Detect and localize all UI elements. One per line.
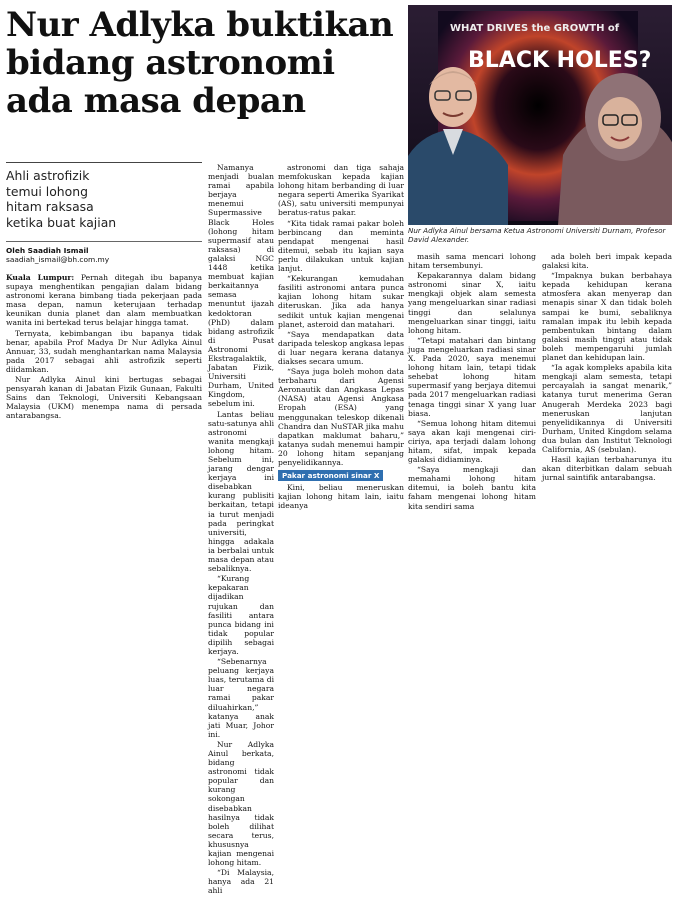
headline-line-1: Nur Adlyka buktikan: [6, 5, 394, 45]
paragraph: “Saya mengkaji dan memahami lohong hitam ditemui, ia boleh bantu kita faham mengenai lohong hitam kita sendiri sama: [408, 465, 536, 511]
paragraph: Lantas beliau satu-satunya ahli astronomi wanita mengkaji lohong hitam. Sebelum ini, jarang dengar kerjaya ini disebabkan kurang publisiti berkaitan, tetapi ia turut menjadi pada peringkat universiti, hingga adakala ia berbalai untuk masa depan atau sebaliknya.: [208, 409, 274, 574]
paragraph: Kuala Lumpur: Pernah ditegah ibu bapanya supaya menghentikan pengajian dalam bidang astronomi kerana bimbang tiada pekerjaan pada masa depan, namun keterujaan terhadap keunikan dunia planet dan alam membuatkan wanita ini bertekad terus belajar hingga tamat.: [6, 273, 202, 328]
article-column-2: [208, 163, 274, 897]
deck-line-1: Ahli astrofizik: [6, 168, 90, 183]
photo-illustration: [408, 5, 672, 225]
paragraph: “Sebenarnya peluang kerjaya luas, terutama di luar negara ramai pakar diluahirkan,” katanya anak jati Muar, Johor ini.: [208, 657, 274, 739]
paragraph: astronomi dan tiga sahaja memfokuskan kepada kajian lohong hitam berbanding di luar negara seperti Amerika Syarikat (AS), satu universiti mempunyai beratus-ratus pakar.: [278, 163, 404, 218]
photo-caption: Nur Adlyka Ainul bersama Ketua Astronomi Universiti Durnam, Profesor David Alexander.: [408, 226, 666, 244]
article-column-5: [542, 252, 672, 483]
dateline: Kuala Lumpur:: [6, 273, 75, 282]
paragraph: Hasil kajian terbaharunya itu akan diterbitkan dalam sebuah jurnal saintifik antarabangsa.: [542, 455, 672, 483]
paragraph: Kepakarannya dalam bidang astronomi sinar X, iaitu mengkaji objek alam semesta yang mengeluarkan sinar radiasi tinggi dan selalunya mengeluarkan sinar tinggi, iaitu lohong hitam.: [408, 271, 536, 335]
deck-rule: [6, 162, 202, 163]
headline-line-3: ada masa depan: [6, 81, 306, 121]
paragraph: masih sama mencari lohong hitam tersembunyi.: [408, 252, 536, 271]
poster-line-1: WHAT DRIVES the GROWTH of: [450, 23, 620, 34]
paragraph: Namanya menjadi bualan ramai apabila berjaya menemui Supermassive Black Holes (lohong hitam supermasif atau raksasa) di galaksi NGC 1448 ketika membuat kajian berkaitannya semasa menuntut ijazah kedoktoran (PhD) dalam bidang astrofizik di Pusat Astronomi Ekstragalaktik, Jabatan Fizik, Universiti Durham, United Kingdom, sebelum ini.: [208, 163, 274, 409]
subhead-pakar-astronomi: Pakar astronomi sinar X: [278, 470, 383, 481]
byline-email[interactable]: saadiah_ismail@bh.com.my: [6, 255, 110, 264]
paragraph: “Kita tidak ramai pakar boleh berbincang dan meminta pendapat mengenai hasil ditemui, sebab itu kajian saya perlu dilakukan untuk kajian lanjut.: [278, 218, 404, 274]
headline: [6, 6, 404, 120]
byline: [6, 246, 202, 264]
paragraph: “Kurang kepakaran dijadikan rujukan dan fasiliti antara punca bidang ini tidak popular dipilih sebagai kerjaya.: [208, 574, 274, 656]
paragraph: Ternyata, kebimbangan ibu bapanya tidak benar, apabila Prof Madya Dr Nur Adlyka Ainul Annuar, 33, sudah menghantarkan nama Malaysia pada 2017 sebagai ahli astrofizik seperti diidamkan.: [6, 328, 202, 374]
article-column-1: [6, 273, 202, 422]
article-column-3: [278, 163, 404, 511]
paragraph: Nur Adlyka Ainul kini bertugas sebagai pensyarah kanan di Jabatan Fizik Gunaan, Fakulti Sains dan Teknologi, Universiti Kebangsaan Malaysia (UKM) menempa nama di persada antarabangsa.: [6, 375, 202, 421]
byline-rule: [6, 241, 202, 242]
paragraph: “Ia agak kompleks apabila kita mengkaji alam semesta, tetapi percayalah ia sangat menarik,” katanya turut menerima Geran Anugerah Merdeka 2023 bagi meneruskan lanjutan penyelidikannya di Universiti Durham, United Kingdom selama dua bulan dan Institut Teknologi California, AS (sebulan).: [542, 363, 672, 454]
headline-line-2: bidang astronomi: [6, 43, 335, 83]
paragraph: “Semua lohong hitam ditemui saya akan kaji mengenai ciri-ciriya, apa terjadi dalam lohong hitam, sifat, impak kepada galaksi didiaminya.: [408, 418, 536, 465]
article-column-4: [408, 252, 536, 512]
deck-line-4: ketika buat kajian: [6, 214, 117, 230]
poster-line-2: BLACK HOLES?: [468, 48, 652, 73]
deck: [6, 168, 202, 230]
paragraph: Kini, beliau meneruskan kajian lohong hitam lain, iaitu ideanya: [278, 483, 404, 511]
paragraph: “Saya mendapatkan data daripada teleskop angkasa lepas di luar negara kerana datanya diakses secara umum.: [278, 329, 404, 366]
paragraph: ada boleh beri impak kepada galaksi kita.: [542, 252, 672, 271]
paragraph: “Kekurangan kemudahan fasiliti astronomi antara punca kajian lohong hitam sukar diteruskan. Jika ada hanya sedikit untuk kajian mengenai planet, asteroid dan matahari.: [278, 274, 404, 329]
byline-author: Oleh Saadiah Ismail: [6, 246, 89, 255]
paragraph: “Di Malaysia, hanya ada 21 ahli: [208, 868, 274, 896]
paragraph: “Saya juga boleh mohon data terbaharu dari Agensi Aeronautik dan Angkasa Lepas (NASA) atau Agensi Angkasa Eropah (ESA) yang menggunakan teleskop dikenali Chandra dan NuSTAR jika mahu dapatkan maklumat baharu,” katanya sudah menemui hampir 20 lohong hitam sepanjang penyelidikannya.: [278, 367, 404, 467]
paragraph: “Tetapi matahari dan bintang juga mengeluarkan radiasi sinar X. Pada 2020, saya menemui lohong hitam lain, tetapi tidak sehebat lohong hitam supermasif yang berjaya ditemui pada 2017 mengeluarkan radiasi tenaga tinggi sinar X yang luar biasa.: [408, 335, 536, 418]
paragraph: Nur Adlyka Ainul berkata, bidang astronomi tidak popular dan kurang sokongan disebabkan hasilnya tidak boleh dilihat secara terus, khususnya kajian mengenai lohong hitam.: [208, 739, 274, 868]
deck-line-3: hitam raksasa: [6, 199, 94, 214]
deck-line-2: temui lohong: [6, 183, 88, 199]
article-photo: [408, 5, 672, 225]
paragraph: “Impaknya bukan berbahaya kepada kehidupan kerana atmosfera akan menyerap dan menapis sinar X dan tidak boleh sampai ke bumi, sebaliknya ramalan impak itu lebih kepada pembentukan bintang dalam galaksi masih tinggi atau tidak boleh mempengaruhi jumlah planet dan kehidupan lain.: [542, 271, 672, 363]
